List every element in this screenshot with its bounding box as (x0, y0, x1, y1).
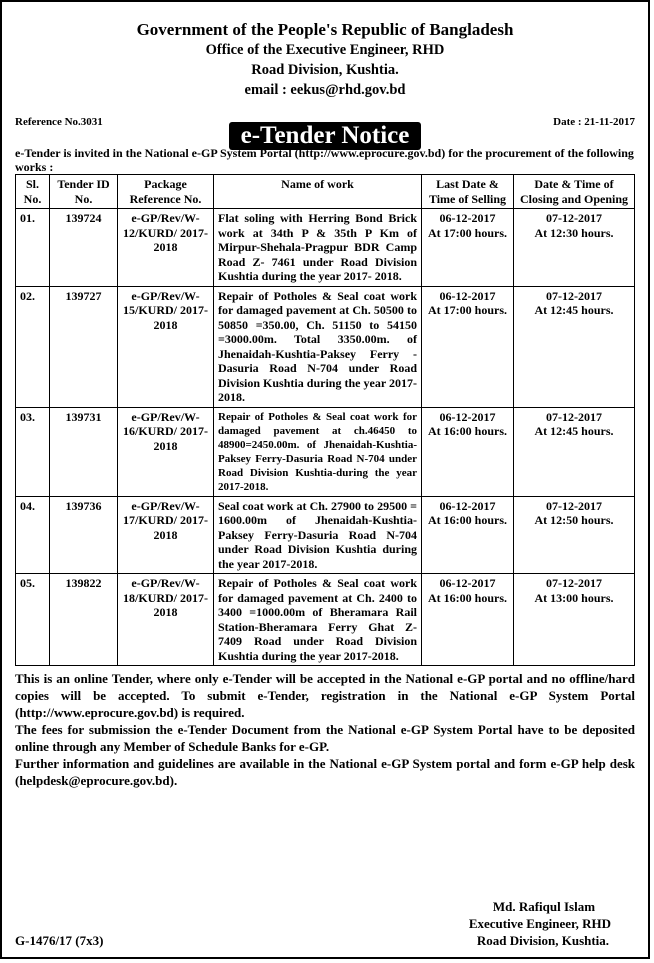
cell-sl: 05. (16, 574, 50, 666)
terms-fees: The fees for submission the e-Tender Document from the National e-GP System Portal have to be deposited online through any Member of Schedule Banks for e-GP. (15, 722, 635, 754)
table-row (16, 209, 635, 287)
cell-sl: 02. (16, 286, 50, 407)
selling-time: At 17:00 hours. (427, 225, 507, 240)
signatory-designation: Executive Engineer, RHD (468, 916, 611, 931)
cell-work: Repair of Potholes & Seal coat work for damaged pavement at Ch. 50500 to 50850 =350.00, Ch. 51150 to 54150 =3000.00m. Total 3350.00m. of Jhenaidah-Kushtia-Paksey Ferry - Dasuria Road N-704 under Road Division Kushtia during the year 2017-2018. (214, 286, 422, 407)
office-name: Office of the Executive Engineer, RHD (205, 42, 445, 58)
closing-date: 07-12-2017 (546, 498, 602, 513)
cell-tender-id: 139731 (50, 407, 118, 496)
cell-closing (514, 574, 635, 666)
cell-work: Flat soling with Herring Bond Brick work at 34th P & 35th P Km of Mirpur-Shehala-Pragpur BDR Camp Road Z- 7461 under Road Division Kushtia during the year 2017- 2018. (214, 209, 422, 287)
closing-date: 07-12-2017 (546, 409, 602, 424)
closing-date: 07-12-2017 (546, 576, 602, 590)
cell-tender-id: 139822 (50, 574, 118, 666)
table-row (16, 286, 635, 407)
table-row (16, 407, 635, 496)
works-table (15, 174, 635, 666)
cell-selling (422, 209, 514, 287)
letterhead (15, 20, 635, 100)
selling-time: At 16:00 hours. (427, 513, 507, 527)
govt-title: Government of the People's Republic of Bangladesh (136, 20, 514, 39)
notice-title: e-Tender Notice (229, 122, 422, 150)
closing-time: At 13:00 hours. (534, 590, 614, 605)
cell-sl: 01. (16, 209, 50, 287)
notice-content (15, 2, 635, 957)
cell-selling (422, 574, 514, 666)
selling-date: 06-12-2017 (439, 288, 496, 303)
closing-time: At 12:50 hours. (534, 513, 614, 527)
signatory-name: Md. Rafiqul Islam (492, 899, 596, 914)
cell-selling (422, 496, 514, 574)
cell-package: e-GP/Rev/W-18/KURD/ 2017-2018 (118, 574, 214, 666)
cell-tender-id: 139727 (50, 286, 118, 407)
cell-package: e-GP/Rev/W-15/KURD/ 2017-2018 (118, 286, 214, 407)
cell-selling (422, 407, 514, 496)
closing-date: 07-12-2017 (546, 211, 602, 225)
cell-selling (422, 286, 514, 407)
table-row (16, 496, 635, 574)
cell-closing (514, 286, 635, 407)
cell-closing (514, 209, 635, 287)
cell-package: e-GP/Rev/W-12/KURD/ 2017-2018 (118, 209, 214, 287)
division-name: Road Division, Kushtia. (251, 62, 399, 78)
cell-closing (514, 407, 635, 496)
selling-time: At 16:00 hours. (427, 424, 507, 438)
cell-work: Repair of Potholes & Seal coat work for damaged pavement at ch.46450 to 48900=2450.00m. of Jhenaidah-Kushtia-Paksey Ferry-Dasuria Road N-704 under Road Division Kushtia-during the year 2017-2018. (214, 407, 422, 496)
cell-package: e-GP/Rev/W-16/KURD/ 2017-2018 (118, 407, 214, 496)
header-package: Package Reference No. (118, 175, 214, 209)
table-row (16, 574, 635, 666)
closing-time: At 12:45 hours. (534, 303, 614, 317)
cell-work: Repair of Potholes & Seal coat work for damaged pavement at Ch. 2400 to 3400 =1000.00m of Bheramara Rail Station-Bheramara Ferry Ghat Z-7409 Road under Road Division Kushtia during the year 2017-2018. (214, 574, 422, 666)
selling-time: At 17:00 hours. (427, 303, 507, 317)
cell-package: e-GP/Rev/W-17/KURD/ 2017-2018 (118, 496, 214, 574)
selling-date: 06-12-2017 (439, 409, 496, 424)
header-tender-id: Tender ID No. (50, 175, 118, 209)
cell-tender-id: 139724 (50, 209, 118, 287)
cell-sl: 03. (16, 407, 50, 496)
cell-tender-id: 139736 (50, 496, 118, 574)
intro-text: e-Tender is invited in the National e-GP System Portal (http://www.eprocure.gov.bd) for the procurement of the following works : (15, 146, 634, 174)
reference-number: Reference No.3031 (15, 116, 103, 128)
closing-time: At 12:30 hours. (534, 225, 614, 240)
selling-date: 06-12-2017 (439, 576, 496, 590)
closing-date: 07-12-2017 (546, 288, 602, 303)
cell-closing (514, 496, 635, 574)
table-header-row (16, 175, 635, 209)
terms-info: Further information and guidelines are available in the National e-GP System portal and form e-GP help desk (helpdesk@eprocure.gov.bd). (15, 756, 635, 788)
office-email: email : eekus@rhd.gov.bd (244, 82, 406, 98)
selling-date: 06-12-2017 (439, 498, 496, 513)
signatory-office: Road Division, Kushtia. (476, 933, 610, 948)
selling-date: 06-12-2017 (439, 211, 496, 225)
notice-date: Date : 21-11-2017 (553, 116, 635, 128)
header-selling: Last Date & Time of Selling (422, 175, 514, 209)
selling-time: At 16:00 hours. (427, 590, 507, 605)
signature-block (469, 898, 611, 949)
terms-online: This is an online Tender, where only e-Tender will be accepted in the National e-GP portal and no offline/hard copies will be accepted. To submit e-Tender, registration in the National e-GP System Portal (http://www.eprocure.gov.bd) is required. (15, 671, 635, 720)
notice-terms (15, 670, 635, 789)
header-closing: Date & Time of Closing and Opening (514, 175, 635, 209)
closing-time: At 12:45 hours. (534, 424, 614, 438)
header-sl: Sl. No. (16, 175, 50, 209)
publication-code: G-1476/17 (7x3) (15, 933, 104, 948)
cell-work: Seal coat work at Ch. 27900 to 29500 = 1600.00m of Jhenaidah-Kushtia-Paksey Ferry-Dasuria Road N-704 under Road Division Kushtia during the year 2017-2018. (214, 496, 422, 574)
cell-sl: 04. (16, 496, 50, 574)
header-work: Name of work (214, 175, 422, 209)
